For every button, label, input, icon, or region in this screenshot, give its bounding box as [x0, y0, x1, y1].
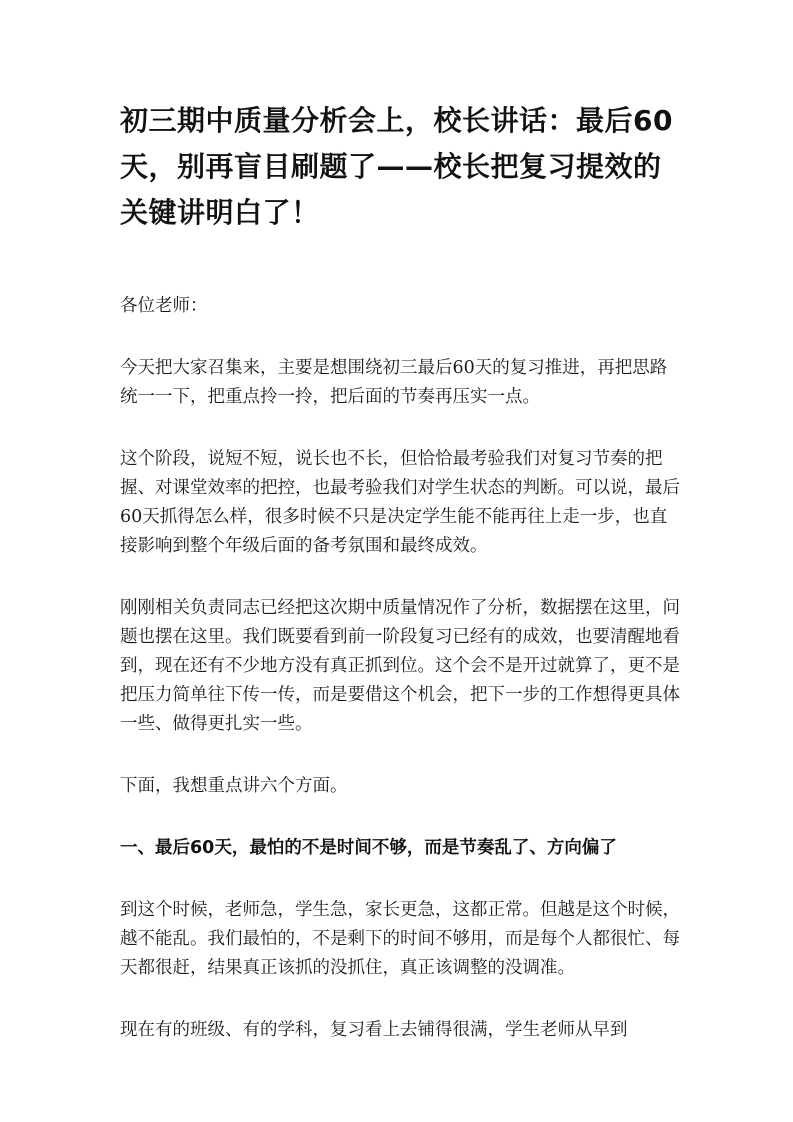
- paragraph-intro: 今天把大家召集来，主要是想围绕初三最后60天的复习推进，再把思路统一一下，把重点拎一拎，把后面的节奏再压实一点。: [120, 358, 668, 407]
- section-heading-one: 一、最后60天，最怕的不是时间不够，而是节奏乱了、方向偏了: [120, 838, 617, 858]
- paragraph-review: 现在有的班级、有的学科，复习看上去铺得很满，学生老师从早到: [120, 1020, 628, 1040]
- paragraph-outline: 下面，我想重点讲六个方面。: [120, 776, 348, 796]
- document-title: 初三期中质量分析会上，校长讲话：最后60天，别再盲目刷题了——校长把复习提效的关键讲明白了！: [120, 104, 673, 229]
- salutation: 各位老师：: [120, 296, 208, 316]
- paragraph-analysis: 刚刚相关负责同志已经把这次期中质量情况作了分析，数据摆在这里，问题也摆在这里。我们既要看到前一阶段复习已经有的成效，也要清醒地看到，现在还有不少地方没有真正抓到位。这个会不是开过就算了，更不是把压力简单往下传一传，而是要借这个机会，把下一步的工作想得更具体一些、做得更扎实一些。: [120, 598, 680, 734]
- paragraph-rhythm: 到这个时候，老师急，学生急，家长更急，这都正常。但越是这个时候，越不能乱。我们最怕的，不是剩下的时间不够用，而是每个人都很忙、每天都很赶，结果真正该抓的没抓住，真正该调整的没调准。: [120, 900, 680, 978]
- paragraph-stage: 这个阶段，说短不短，说长也不长，但恰恰最考验我们对复习节奏的把握、对课堂效率的把控，也最考验我们对学生状态的判断。可以说，最后60天抓得怎么样，很多时候不只是决定学生能不能再往上走一步，也直接影响到整个年级后面的备考氛围和最终成效。: [120, 449, 680, 556]
